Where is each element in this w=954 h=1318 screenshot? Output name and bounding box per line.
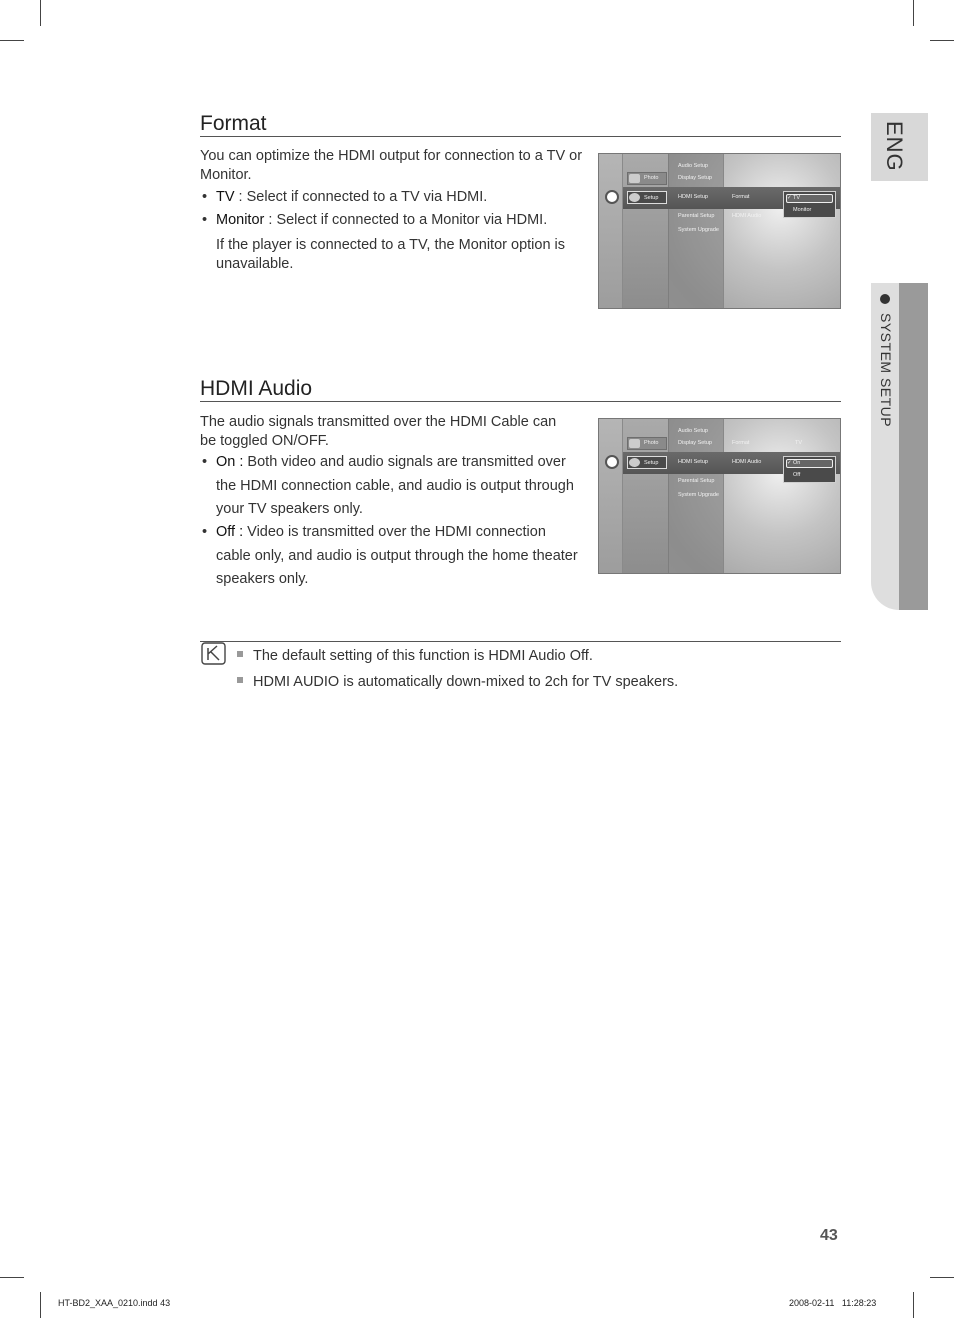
hdmi-audio-intro: The audio signals transmitted over the HDMI Cable can be toggled ON/OFF. bbox=[200, 414, 557, 449]
photo-icon bbox=[629, 439, 640, 448]
check-icon: ✓ bbox=[787, 195, 792, 201]
footer-file: HT-BD2_XAA_0210.indd 43 bbox=[58, 1298, 171, 1308]
format-bullet-tv bbox=[202, 186, 582, 210]
crop-mark bbox=[930, 1277, 954, 1278]
footer-date: 2008-02-11 11:28:23 bbox=[789, 1298, 877, 1308]
format-heading: Format bbox=[200, 112, 267, 135]
hdmi-item[interactable]: HDMI Audio bbox=[732, 213, 762, 219]
square-bullet-icon bbox=[237, 677, 243, 683]
hdmi-item[interactable]: Format bbox=[732, 194, 750, 200]
bullet-term: On : bbox=[216, 454, 244, 470]
note-rule bbox=[200, 641, 841, 642]
note-pencil-icon bbox=[201, 642, 227, 666]
section-label: SYSTEM SETUP bbox=[878, 313, 894, 428]
crop-mark bbox=[0, 40, 24, 41]
format-bullet-monitor bbox=[202, 209, 582, 233]
note-item bbox=[237, 648, 593, 664]
note-text: The default setting of this function is HDMI Audio Off. bbox=[253, 648, 593, 664]
bullet-term: Off : bbox=[216, 524, 244, 540]
menu-setup-label: Setup bbox=[644, 460, 659, 466]
format-value: TV bbox=[795, 440, 803, 446]
disc-icon bbox=[605, 190, 619, 204]
setup-item[interactable]: HDMI Setup bbox=[678, 459, 708, 465]
bullet-term: Monitor bbox=[216, 212, 265, 228]
option-item[interactable]: Monitor bbox=[793, 207, 812, 213]
bullet-dot: • bbox=[202, 212, 208, 228]
screen-rail bbox=[599, 154, 623, 308]
bullet-text: : Select if connected to a TV via HDMI. bbox=[234, 189, 488, 205]
crop-mark bbox=[930, 40, 954, 41]
setup-item[interactable]: Audio Setup bbox=[678, 163, 708, 169]
section-tab bbox=[871, 283, 928, 610]
crop-mark bbox=[40, 1292, 41, 1318]
hdmi-item[interactable]: Format bbox=[732, 440, 750, 446]
hdmi-audio-bullet-on bbox=[202, 451, 582, 522]
setup-item[interactable]: Display Setup bbox=[678, 440, 712, 446]
menu-photo-label: Photo bbox=[644, 440, 659, 446]
format-rule bbox=[200, 136, 841, 137]
format-screen bbox=[598, 153, 841, 309]
option-item[interactable]: On bbox=[793, 460, 801, 466]
option-item[interactable]: Off bbox=[793, 472, 801, 478]
option-item[interactable]: TV bbox=[793, 195, 801, 201]
setup-item[interactable]: Parental Setup bbox=[678, 478, 715, 484]
setup-item[interactable]: Parental Setup bbox=[678, 213, 715, 219]
crop-mark bbox=[40, 0, 41, 26]
note-item bbox=[237, 674, 678, 690]
hdmi-audio-screen bbox=[598, 418, 841, 574]
screen-rail bbox=[599, 419, 623, 573]
note-text: HDMI AUDIO is automatically down-mixed to 2ch for TV speakers. bbox=[253, 674, 679, 690]
bullet-dot: • bbox=[202, 189, 208, 205]
check-icon: ✓ bbox=[787, 460, 792, 466]
menu-photo-label: Photo bbox=[644, 175, 659, 181]
gear-icon bbox=[629, 193, 640, 202]
bullet-text: Video is transmitted over the HDMI connection cable only, and audio is output through the home theater speakers only. bbox=[216, 524, 578, 587]
menu-setup-label: Setup bbox=[644, 195, 659, 201]
language-tab bbox=[871, 113, 928, 181]
bullet-text: Both video and audio signals are transmitted over the HDMI connection cable, and audio is output through your TV speakers only. bbox=[216, 454, 574, 517]
setup-item[interactable]: Display Setup bbox=[678, 175, 712, 181]
page-number: 43 bbox=[820, 1227, 838, 1244]
bullet-dot: • bbox=[202, 524, 208, 540]
language-label: ENG bbox=[882, 121, 907, 172]
crop-mark bbox=[913, 0, 914, 26]
crop-mark bbox=[0, 1277, 24, 1278]
square-bullet-icon bbox=[237, 651, 243, 657]
setup-item[interactable]: System Upgrade bbox=[678, 227, 719, 233]
bullet-dot: • bbox=[202, 454, 208, 470]
crop-mark bbox=[913, 1292, 914, 1318]
format-intro: You can optimize the HDMI output for connection to a TV or Monitor. bbox=[200, 148, 583, 183]
setup-item[interactable]: Audio Setup bbox=[678, 428, 708, 434]
hdmi-audio-rule bbox=[200, 401, 841, 402]
hdmi-audio-heading: HDMI Audio bbox=[200, 377, 313, 400]
bullet-term: TV bbox=[216, 189, 235, 205]
format-subnote: If the player is connected to a TV, the Monitor option is unavailable. bbox=[216, 237, 566, 272]
setup-item[interactable]: System Upgrade bbox=[678, 492, 719, 498]
section-bullet-icon bbox=[880, 294, 890, 304]
gear-icon bbox=[629, 458, 640, 467]
section-tab-strip bbox=[899, 283, 928, 610]
hdmi-item[interactable]: HDMI Audio bbox=[732, 459, 762, 465]
disc-icon bbox=[605, 455, 619, 469]
hdmi-audio-bullet-off bbox=[202, 521, 582, 592]
setup-item[interactable]: HDMI Setup bbox=[678, 194, 708, 200]
photo-icon bbox=[629, 174, 640, 183]
bullet-text: : Select if connected to a Monitor via HDMI. bbox=[264, 212, 548, 228]
